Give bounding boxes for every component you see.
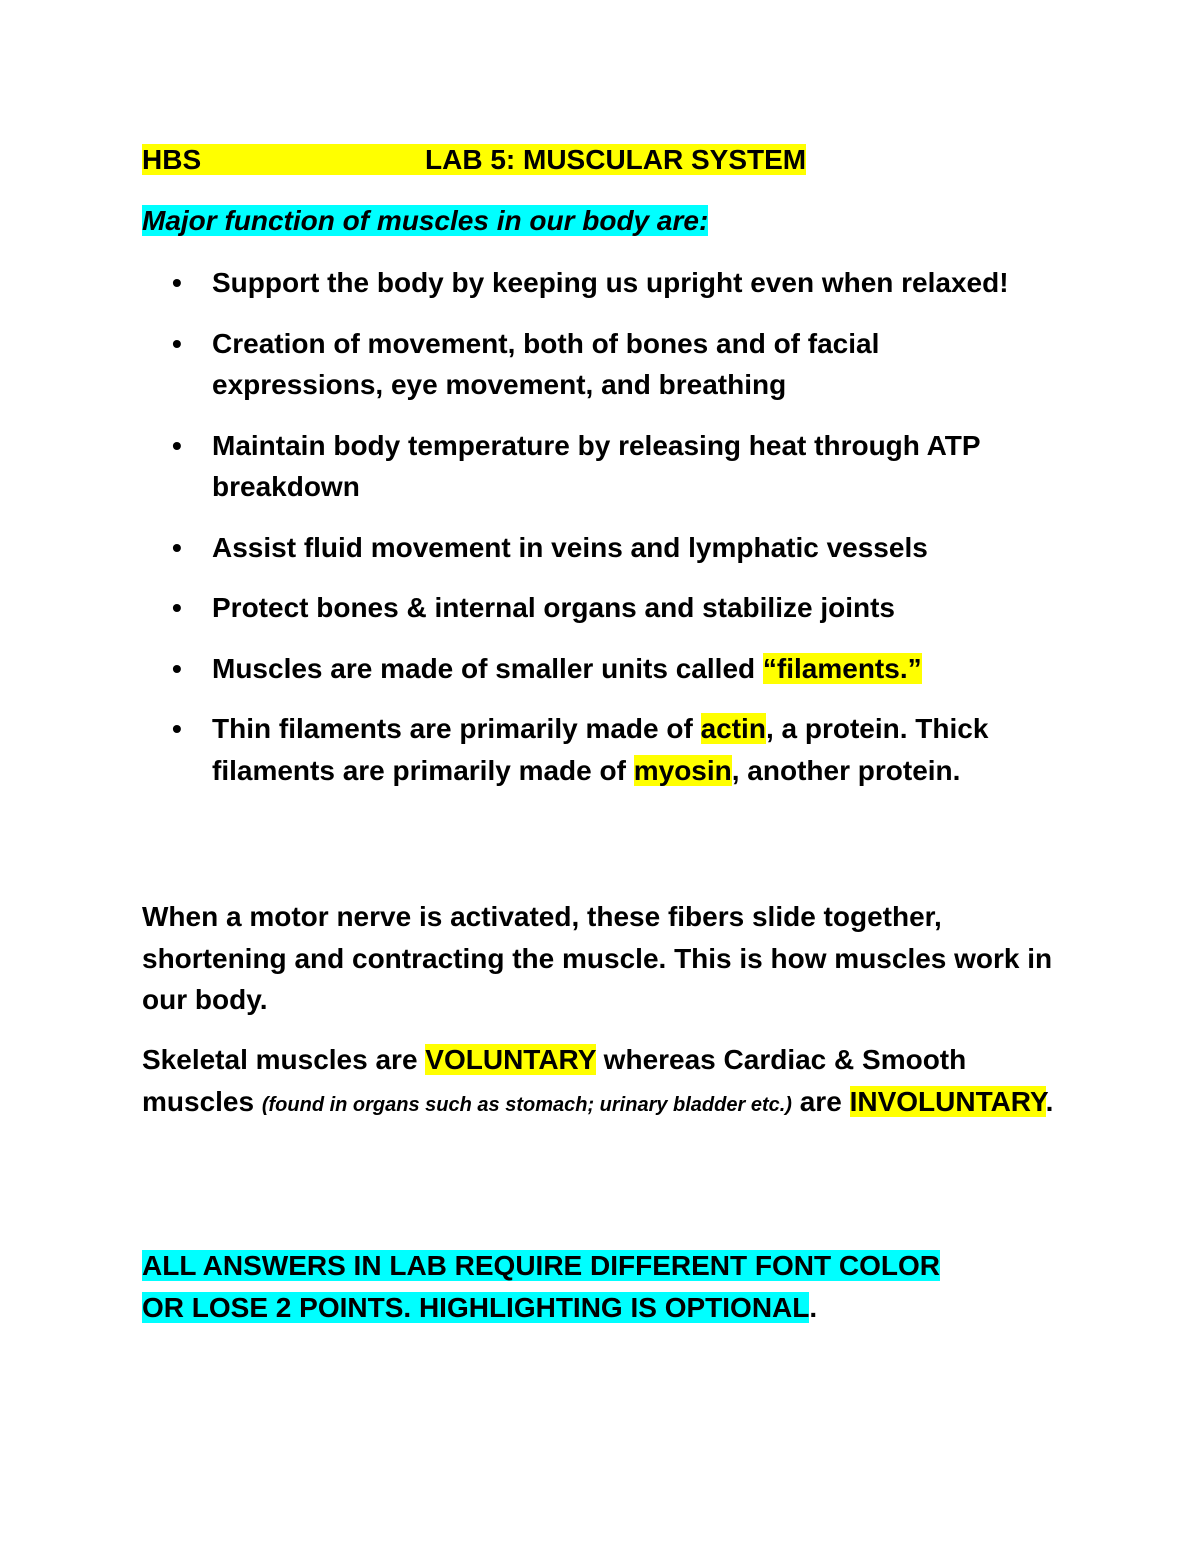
notice-line-2: OR LOSE 2 POINTS. HIGHLIGHTING IS OPTIONAL	[142, 1291, 810, 1323]
grading-notice	[142, 1245, 1062, 1328]
list-item-text: Creation of movement, both of bones and of facial expressions, eye movement, and breathing	[212, 327, 880, 400]
list-item	[0, 262, 1200, 304]
paragraph-text: .	[1045, 1085, 1054, 1117]
bullet-icon: •	[172, 267, 182, 298]
bullet-icon: •	[172, 531, 182, 563]
myosin-highlight: myosin	[633, 754, 732, 786]
section-heading	[142, 203, 708, 239]
bullet-icon: •	[172, 429, 182, 461]
list-item-text: , another protein.	[731, 754, 961, 786]
lab-title: LAB 5: MUSCULAR SYSTEM	[425, 144, 807, 175]
paragraph-text: are	[791, 1085, 850, 1117]
list-item	[0, 587, 1200, 629]
list-item	[0, 648, 1200, 690]
list-item	[0, 323, 1200, 406]
list-item-text: Maintain body temperature by releasing heat through ATP breakdown	[212, 429, 981, 502]
list-item-text: Protect bones & internal organs and stabilize joints	[212, 592, 896, 623]
filaments-highlight: “filaments.”	[762, 652, 922, 684]
page-title	[142, 142, 806, 178]
organ-note: (found in organs such as stomach; urinary bladder etc.)	[261, 1093, 792, 1116]
paragraph-text: whereas Cardiac & Smooth muscles	[142, 1044, 967, 1117]
notice-line-1: ALL ANSWERS IN LAB REQUIRE DIFFERENT FONT COLOR	[142, 1250, 940, 1281]
list-item-text: Muscles are made of smaller units called	[212, 652, 763, 684]
bullet-icon: •	[172, 652, 182, 684]
list-item-text: Thin filaments are primarily made of	[212, 713, 701, 744]
actin-highlight: actin	[700, 713, 766, 744]
muscle-type-paragraph	[142, 1039, 1062, 1126]
list-item	[0, 527, 1200, 569]
list-item-text: Assist fluid movement in veins and lymphatic vessels	[212, 531, 928, 563]
involuntary-highlight: INVOLUNTARY	[849, 1085, 1046, 1117]
voluntary-highlight: VOLUNTARY	[425, 1044, 596, 1075]
list-item-text: , a protein. Thick filaments are primarily made of	[212, 713, 989, 786]
list-item	[0, 425, 1200, 508]
course-code: HBS	[142, 144, 202, 175]
bullet-icon: •	[172, 592, 182, 623]
function-list	[0, 262, 1200, 810]
bullet-icon: •	[172, 327, 182, 359]
section-heading-text: Major function of muscles in our body are:	[142, 205, 709, 236]
motor-nerve-paragraph: When a motor nerve is activated, these fibers slide together, shortening and contracting the muscle. This is how muscles work in our body.	[142, 901, 1053, 1015]
list-item-text: Support the body by keeping us upright even when relaxed!	[212, 267, 1009, 298]
list-item	[0, 708, 1200, 791]
bullet-icon: •	[172, 713, 182, 744]
paragraph-text: Skeletal muscles are	[142, 1044, 426, 1075]
notice-end: .	[809, 1291, 818, 1323]
